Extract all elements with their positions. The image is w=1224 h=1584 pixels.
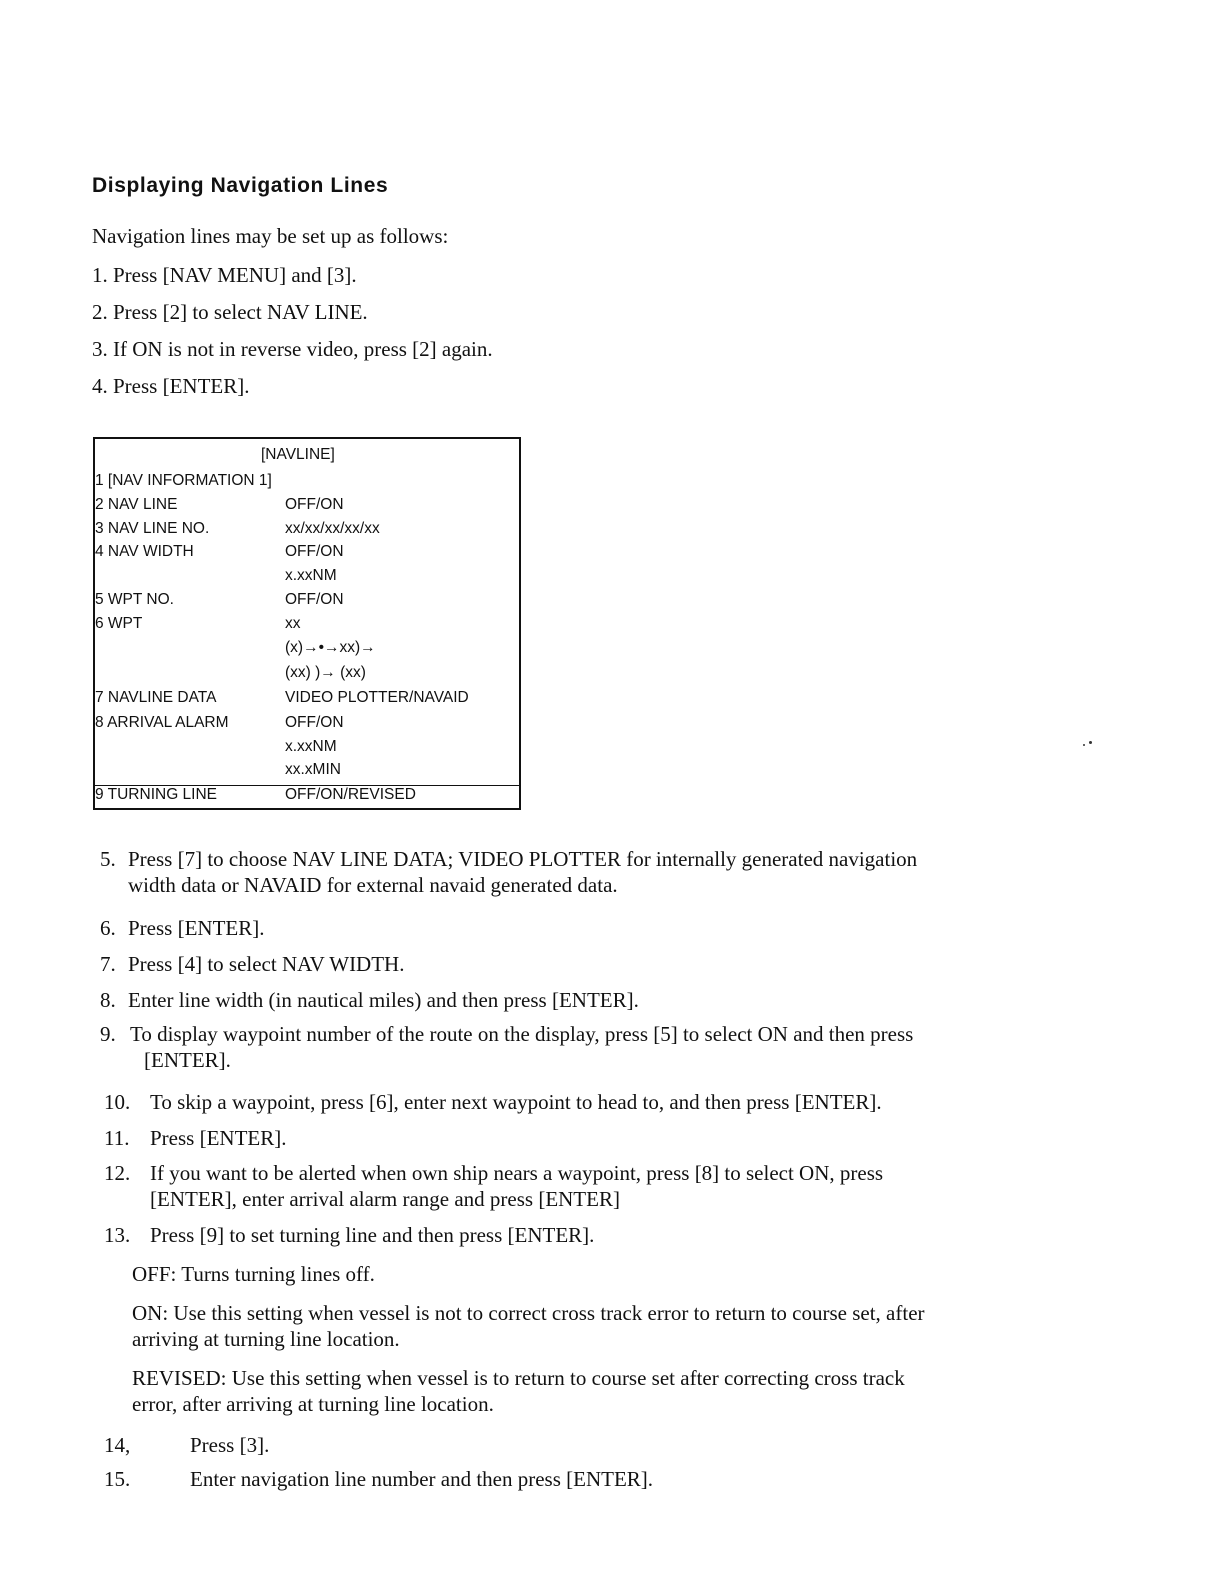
menu-row: 7 NAVLINE DATA VIDEO PLOTTER/NAVAID bbox=[95, 689, 469, 706]
menu-row-last: 9 TURNING LINE OFF/ON/REVISED bbox=[95, 785, 521, 810]
step-8: 8. Enter line width (in nautical miles) and then press [ENTER]. bbox=[100, 988, 639, 1012]
scan-speck bbox=[1083, 744, 1085, 746]
scan-speck bbox=[1089, 741, 1092, 744]
menu-row: x.xxNM bbox=[285, 738, 337, 755]
steps-list-top bbox=[92, 262, 493, 410]
step-6: 6. Press [ENTER]. bbox=[100, 916, 265, 940]
menu-row: 2 NAV LINE OFF/ON bbox=[95, 496, 344, 513]
menu-row: 4 NAV WIDTH OFF/ON bbox=[95, 543, 344, 560]
turning-option-off: OFF: Turns turning lines off. bbox=[132, 1262, 375, 1286]
step-13: 13. Press [9] to set turning line and then press [ENTER]. bbox=[104, 1223, 595, 1247]
step-9: 9. To display waypoint number of the route on the display, press [5] to select ON and then press [ENTER]. bbox=[100, 1022, 914, 1072]
step-15: 15. Enter navigation line number and then press [ENTER]. bbox=[104, 1467, 654, 1491]
step-12: 12. If you want to be alerted when own ship nears a waypoint, press [8] to select ON, press [ENTER], enter arrival alarm range and press [ENTER] bbox=[104, 1161, 884, 1211]
step-3: 3. If ON is not in reverse video, press [2] again. bbox=[92, 337, 493, 361]
menu-row: 5 WPT NO. OFF/ON bbox=[95, 591, 344, 608]
menu-row: 3 NAV LINE NO. xx/xx/xx/xx/xx bbox=[95, 520, 380, 537]
menu-row: 6 WPT xx bbox=[95, 615, 301, 632]
step-5: 5. Press [7] to choose NAV LINE DATA; VIDEO PLOTTER for internally generated navigation width data or NAVAID for external navaid generated data. bbox=[100, 847, 918, 897]
step-11: 11. Press [ENTER]. bbox=[104, 1126, 287, 1150]
menu-row: (xx) )→ (xx) bbox=[285, 664, 366, 681]
menu-row: (x)→•→xx)→ bbox=[285, 639, 376, 656]
step-7: 7. Press [4] to select NAV WIDTH. bbox=[100, 952, 405, 976]
turning-option-on: ON: Use this setting when vessel is not to correct cross track error to return to course set, after arriving at turning line location. bbox=[132, 1301, 925, 1351]
menu-row: 1 [NAV INFORMATION 1] bbox=[95, 472, 272, 489]
step-10: 10. To skip a waypoint, press [6], enter next waypoint to head to, and then press [ENTER]. bbox=[104, 1090, 882, 1114]
navline-menu-screen bbox=[93, 437, 521, 810]
step-14: 14, Press [3]. bbox=[104, 1433, 270, 1457]
step-4: 4. Press [ENTER]. bbox=[92, 374, 250, 398]
section-heading: Displaying Navigation Lines bbox=[92, 174, 389, 197]
menu-row: 8 ARRIVAL ALARM OFF/ON bbox=[95, 714, 344, 731]
menu-title: [NAVLINE] bbox=[261, 446, 335, 463]
step-1: 1. Press [NAV MENU] and [3]. bbox=[92, 263, 357, 287]
intro-text: Navigation lines may be set up as follows: bbox=[92, 224, 449, 248]
menu-row: xx.xMIN bbox=[285, 761, 341, 778]
turning-option-revised: REVISED: Use this setting when vessel is to return to course set after correcting cross track error, after arriving at turning line location. bbox=[132, 1366, 905, 1416]
menu-row: x.xxNM bbox=[285, 567, 337, 584]
step-2: 2. Press [2] to select NAV LINE. bbox=[92, 300, 368, 324]
